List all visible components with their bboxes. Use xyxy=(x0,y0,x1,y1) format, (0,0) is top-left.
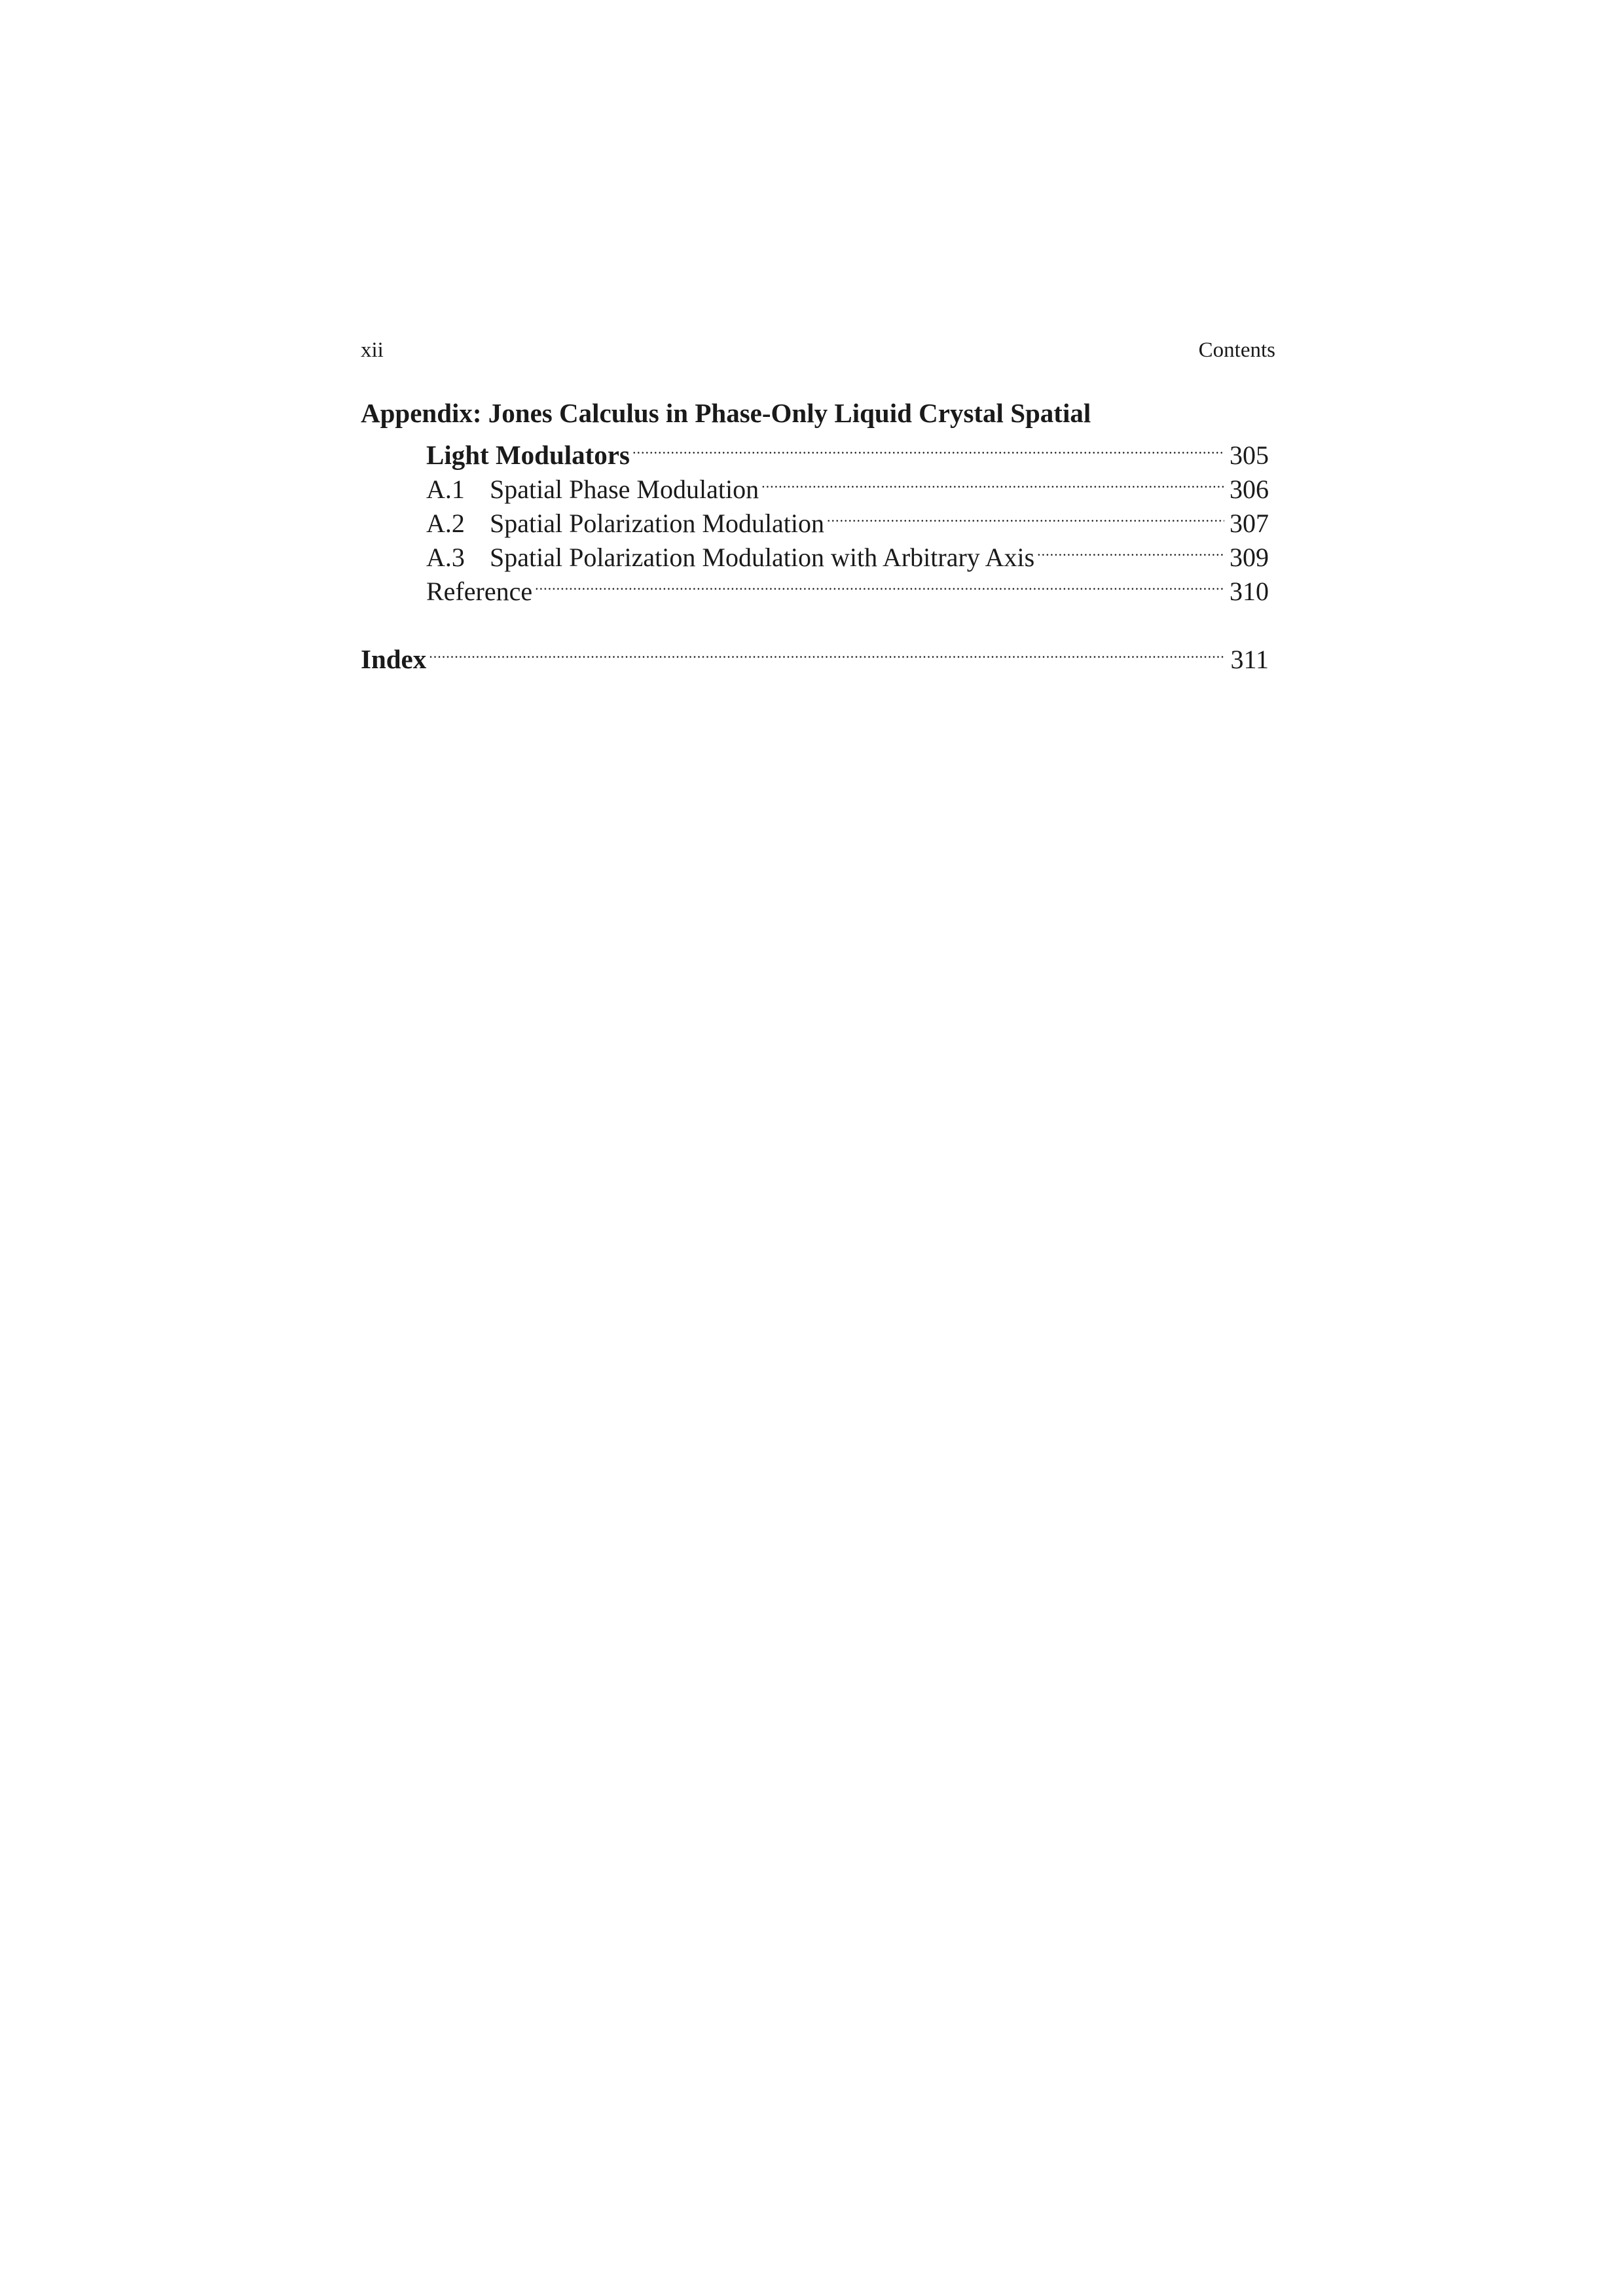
appendix-title-continuation: Light Modulators xyxy=(426,440,630,470)
section-number: A.1 xyxy=(426,475,465,504)
toc-entry-a3[interactable] xyxy=(361,532,1269,572)
section-title: Spatial Phase Modulation xyxy=(490,475,759,504)
dot-leader xyxy=(1037,532,1224,566)
toc-entry-a1[interactable] xyxy=(361,464,1269,504)
appendix-title-line1 xyxy=(361,396,1269,430)
toc-entry-index[interactable] xyxy=(361,634,1269,674)
toc-entry-a2[interactable] xyxy=(361,498,1269,538)
dot-leader xyxy=(827,498,1224,532)
dot-leader xyxy=(632,430,1224,464)
toc-entry-reference[interactable] xyxy=(361,566,1269,606)
section-page-number: 307 xyxy=(1230,509,1269,538)
toc-entry-appendix[interactable] xyxy=(361,430,1269,470)
header-running-title: Contents xyxy=(1198,338,1275,362)
section-page-number: 309 xyxy=(1230,543,1269,572)
section-number: A.3 xyxy=(426,543,465,572)
header-page-number: xii xyxy=(361,338,384,362)
dot-leader xyxy=(429,634,1224,668)
running-header xyxy=(361,334,1275,367)
reference-page-number: 310 xyxy=(1230,577,1269,606)
table-of-contents xyxy=(361,396,1269,674)
section-title: Spatial Polarization Modulation with Arbitrary Axis xyxy=(490,543,1035,572)
appendix-title-text: Appendix: Jones Calculus in Phase-Only Liquid Crystal Spatial xyxy=(361,398,1091,428)
reference-title: Reference xyxy=(426,577,533,606)
index-title: Index xyxy=(361,644,427,674)
section-title: Spatial Polarization Modulation xyxy=(490,509,825,538)
section-page-number: 306 xyxy=(1230,475,1269,504)
dot-leader xyxy=(761,464,1224,498)
section-number: A.2 xyxy=(426,509,465,538)
dot-leader xyxy=(535,566,1224,600)
appendix-page-number: 305 xyxy=(1230,440,1269,470)
index-page-number: 311 xyxy=(1230,645,1269,674)
